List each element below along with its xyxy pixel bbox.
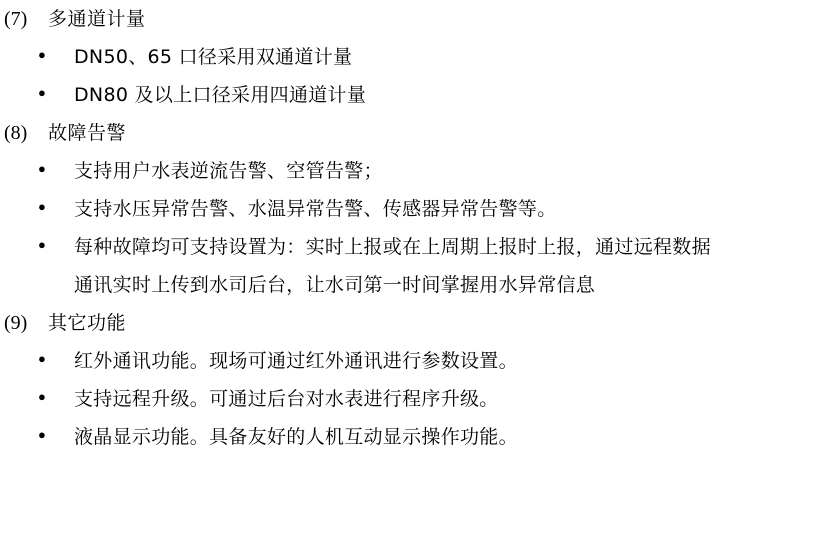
bullet-dot-icon: [38, 152, 74, 190]
list-item-text: 每种故障均可支持设置为：实时上报或在上周期上报时上报，通过远程数据通讯实时上传到水司后台，让水司第一时间掌握用水异常信息: [74, 236, 711, 296]
document-section-7: [0, 0, 821, 114]
bullet-dot-icon: [38, 228, 74, 266]
bullet-dot-icon: [38, 76, 74, 114]
list-item: [0, 228, 821, 304]
bullet-list: [0, 152, 821, 304]
bullet-list: [0, 342, 821, 456]
document-section-9: [0, 304, 821, 456]
list-item-text: DN50、65 口径采用双通道计量: [74, 46, 353, 68]
list-item: [0, 190, 821, 228]
bullet-dot-icon: [38, 38, 74, 76]
list-item-text: 支持用户水表逆流告警、空管告警；: [74, 160, 383, 182]
bullet-dot-icon: [38, 418, 74, 456]
section-number: (8): [4, 122, 28, 144]
list-item-text: DN80 及以上口径采用四通道计量: [74, 84, 367, 106]
section-heading: [0, 114, 821, 152]
list-item-text: 液晶显示功能。具备友好的人机互动显示操作功能。: [74, 426, 518, 448]
list-item: [0, 152, 821, 190]
bullet-dot-icon: [38, 190, 74, 228]
section-heading: [0, 0, 821, 38]
section-number: (7): [4, 8, 28, 30]
section-number: (9): [4, 312, 28, 334]
list-item: [0, 76, 821, 114]
document-section-8: [0, 114, 821, 304]
section-title: 故障告警: [48, 122, 127, 144]
list-item: [0, 38, 821, 76]
section-title: 其它功能: [48, 312, 127, 334]
bullet-list: [0, 38, 821, 114]
list-item-text: 支持水压异常告警、水温异常告警、传感器异常告警等。: [74, 198, 557, 220]
list-item-text: 支持远程升级。可通过后台对水表进行程序升级。: [74, 388, 499, 410]
list-item: [0, 380, 821, 418]
list-item: [0, 418, 821, 456]
list-item: [0, 342, 821, 380]
bullet-dot-icon: [38, 380, 74, 418]
section-title: 多通道计量: [48, 8, 146, 30]
section-heading: [0, 304, 821, 342]
list-item-text: 红外通讯功能。现场可通过红外通讯进行参数设置。: [74, 350, 518, 372]
bullet-dot-icon: [38, 342, 74, 380]
